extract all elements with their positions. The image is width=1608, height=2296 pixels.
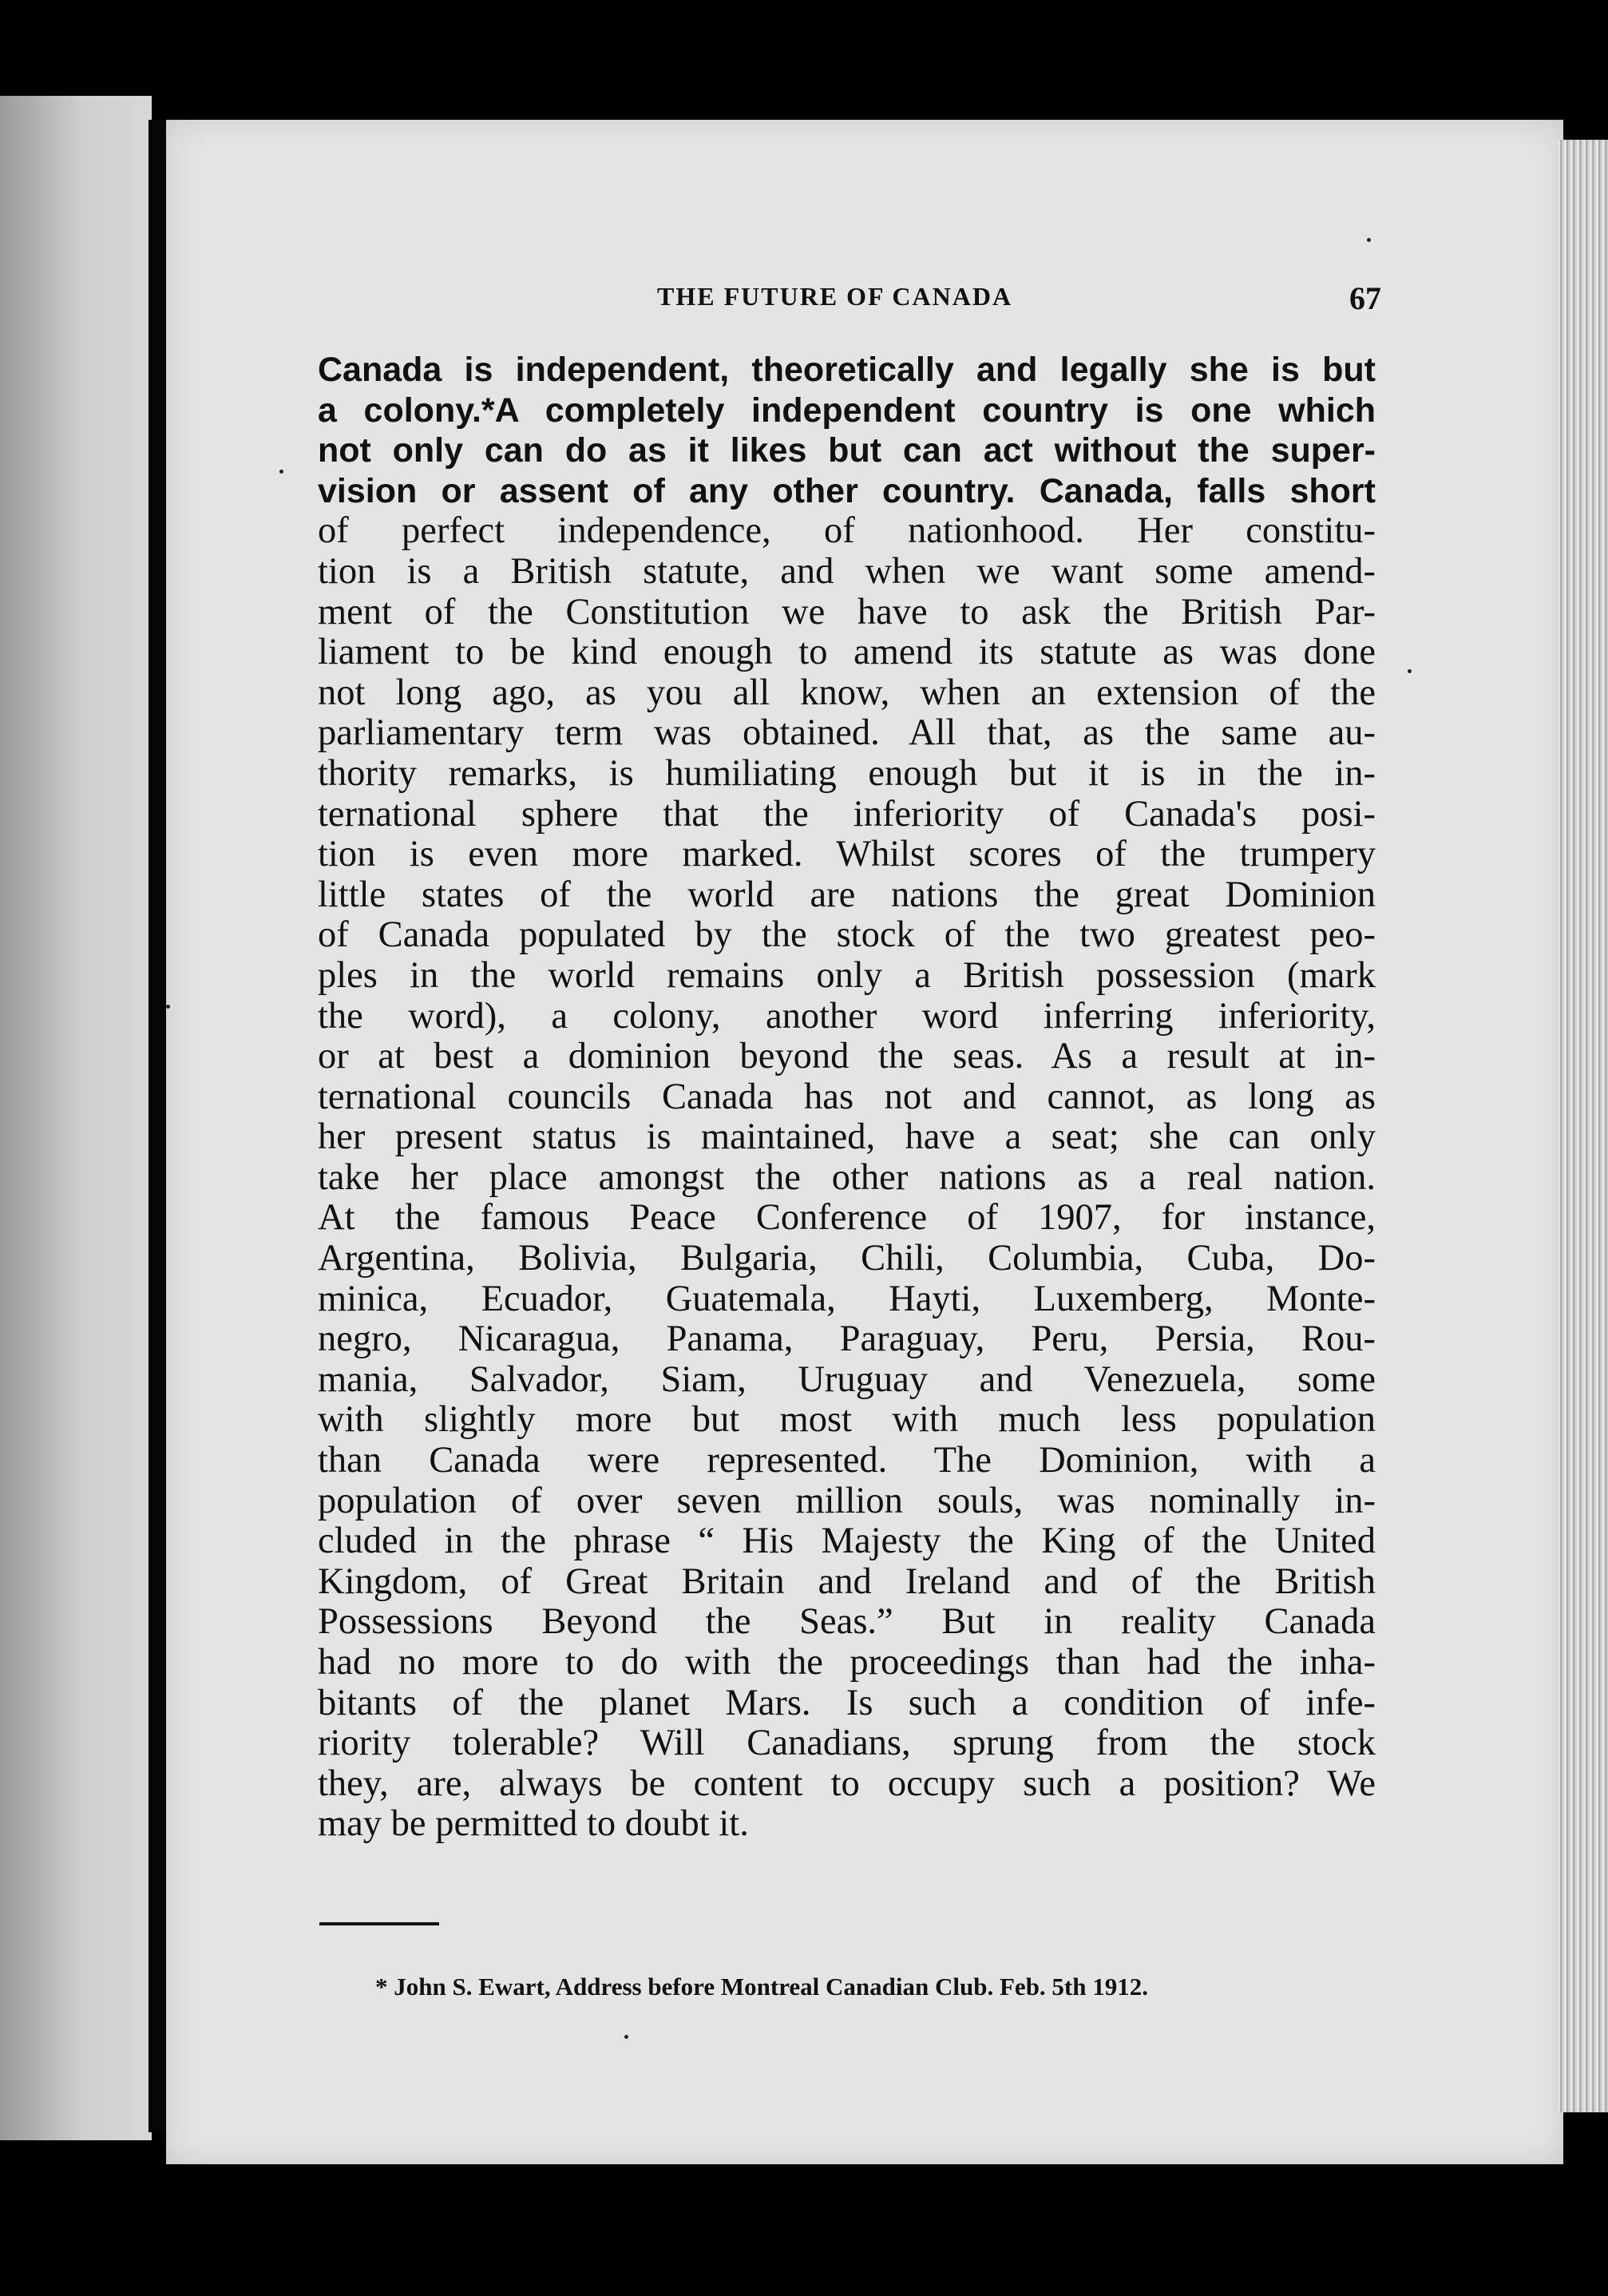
text-line: ples in the world remains only a British possession (mark: [318, 954, 1376, 996]
book-gutter: [149, 120, 166, 2132]
text-line: ment of the Constitution we have to ask the British Par-: [318, 591, 1376, 632]
text-line: liament to be kind enough to amend its statute as was done: [318, 632, 1376, 673]
dust-speck: [166, 1005, 170, 1009]
dust-speck: [1367, 238, 1371, 242]
text-line: tion is even more marked. Whilst scores of the trumpery: [318, 834, 1376, 875]
text-line: bitants of the planet Mars. Is such a condition of infe-: [318, 1682, 1376, 1723]
text-line: not only can do as it likes but can act without the super-: [318, 431, 1376, 470]
text-line: ternational councils Canada has not and cannot, as long as: [318, 1076, 1376, 1117]
text-line: negro, Nicaragua, Panama, Paraguay, Peru, Persia, Rou-: [318, 1319, 1376, 1360]
dust-speck: [1408, 669, 1412, 673]
text-line: riority tolerable? Will Canadians, sprung from the stock: [318, 1723, 1376, 1764]
text-line: had no more to do with the proceedings than had the inha-: [318, 1642, 1376, 1683]
text-line: take her place amongst the other nations as a real nation.: [318, 1156, 1376, 1198]
dust-speck: [279, 470, 283, 474]
text-line: At the famous Peace Conference of 1907, for instance,: [318, 1197, 1376, 1239]
footnote: * John S. Ewart, Address before Montreal Canadian Club. Feb. 5th 1912.: [375, 1973, 1148, 2001]
text-line: Argentina, Bolivia, Bulgaria, Chili, Columbia, Cuba, Do-: [318, 1238, 1376, 1279]
text-line: of Canada populated by the stock of the two greatest peo-: [318, 914, 1376, 956]
text-line: they, are, always be content to occupy such a position? We: [318, 1763, 1376, 1804]
text-line: her present status is maintained, have a seat; she can only: [318, 1116, 1376, 1158]
text-line: ternational sphere that the inferiority of Canada's posi-: [318, 793, 1376, 835]
text-line: Canada is independent, theoretically and legally she is but: [318, 351, 1376, 389]
footnote-rule: [319, 1922, 439, 1925]
text-line: mania, Salvador, Siam, Uruguay and Venezuela, some: [318, 1358, 1376, 1400]
running-head: THE FUTURE OF CANADA: [657, 282, 1013, 311]
text-line: with slightly more but most with much less population: [318, 1399, 1376, 1441]
facing-page-edge: [0, 96, 152, 2140]
text-line: of perfect independence, of nationhood. Her constitu-: [318, 510, 1376, 552]
dust-speck: [624, 2035, 628, 2039]
text-line: vision or assent of any other country. Canada, falls short: [318, 471, 1376, 510]
page-stack-edges: [1557, 140, 1608, 2112]
text-line: a colony.*A completely independent country is one which: [318, 391, 1376, 430]
text-line: Kingdom, of Great Britain and Ireland and of the British: [318, 1560, 1376, 1602]
text-line: parliamentary term was obtained. All that, as the same au-: [318, 712, 1376, 754]
text-line: cluded in the phrase “ His Majesty the King of the United: [318, 1521, 1376, 1562]
text-line: or at best a dominion beyond the seas. As a result at in-: [318, 1036, 1376, 1077]
text-line: not long ago, as you all know, when an extension of the: [318, 672, 1376, 713]
text-line: little states of the world are nations the great Dominion: [318, 874, 1376, 915]
text-line: minica, Ecuador, Guatemala, Hayti, Luxemberg, Monte-: [318, 1278, 1376, 1319]
text-line: thority remarks, is humiliating enough but it is in the in-: [318, 752, 1376, 794]
text-line: Possessions Beyond the Seas.” But in reality Canada: [318, 1601, 1376, 1643]
body-text: [318, 350, 1376, 1845]
text-line: population of over seven million souls, was nominally in-: [318, 1480, 1376, 1521]
page-number: 67: [1349, 280, 1381, 316]
text-line: than Canada were represented. The Dominion, with a: [318, 1440, 1376, 1481]
text-line: tion is a British statute, and when we want some amend-: [318, 550, 1376, 592]
text-line: the word), a colony, another word inferring inferiority,: [318, 995, 1376, 1037]
text-line: may be permitted to doubt it.: [318, 1803, 749, 1845]
